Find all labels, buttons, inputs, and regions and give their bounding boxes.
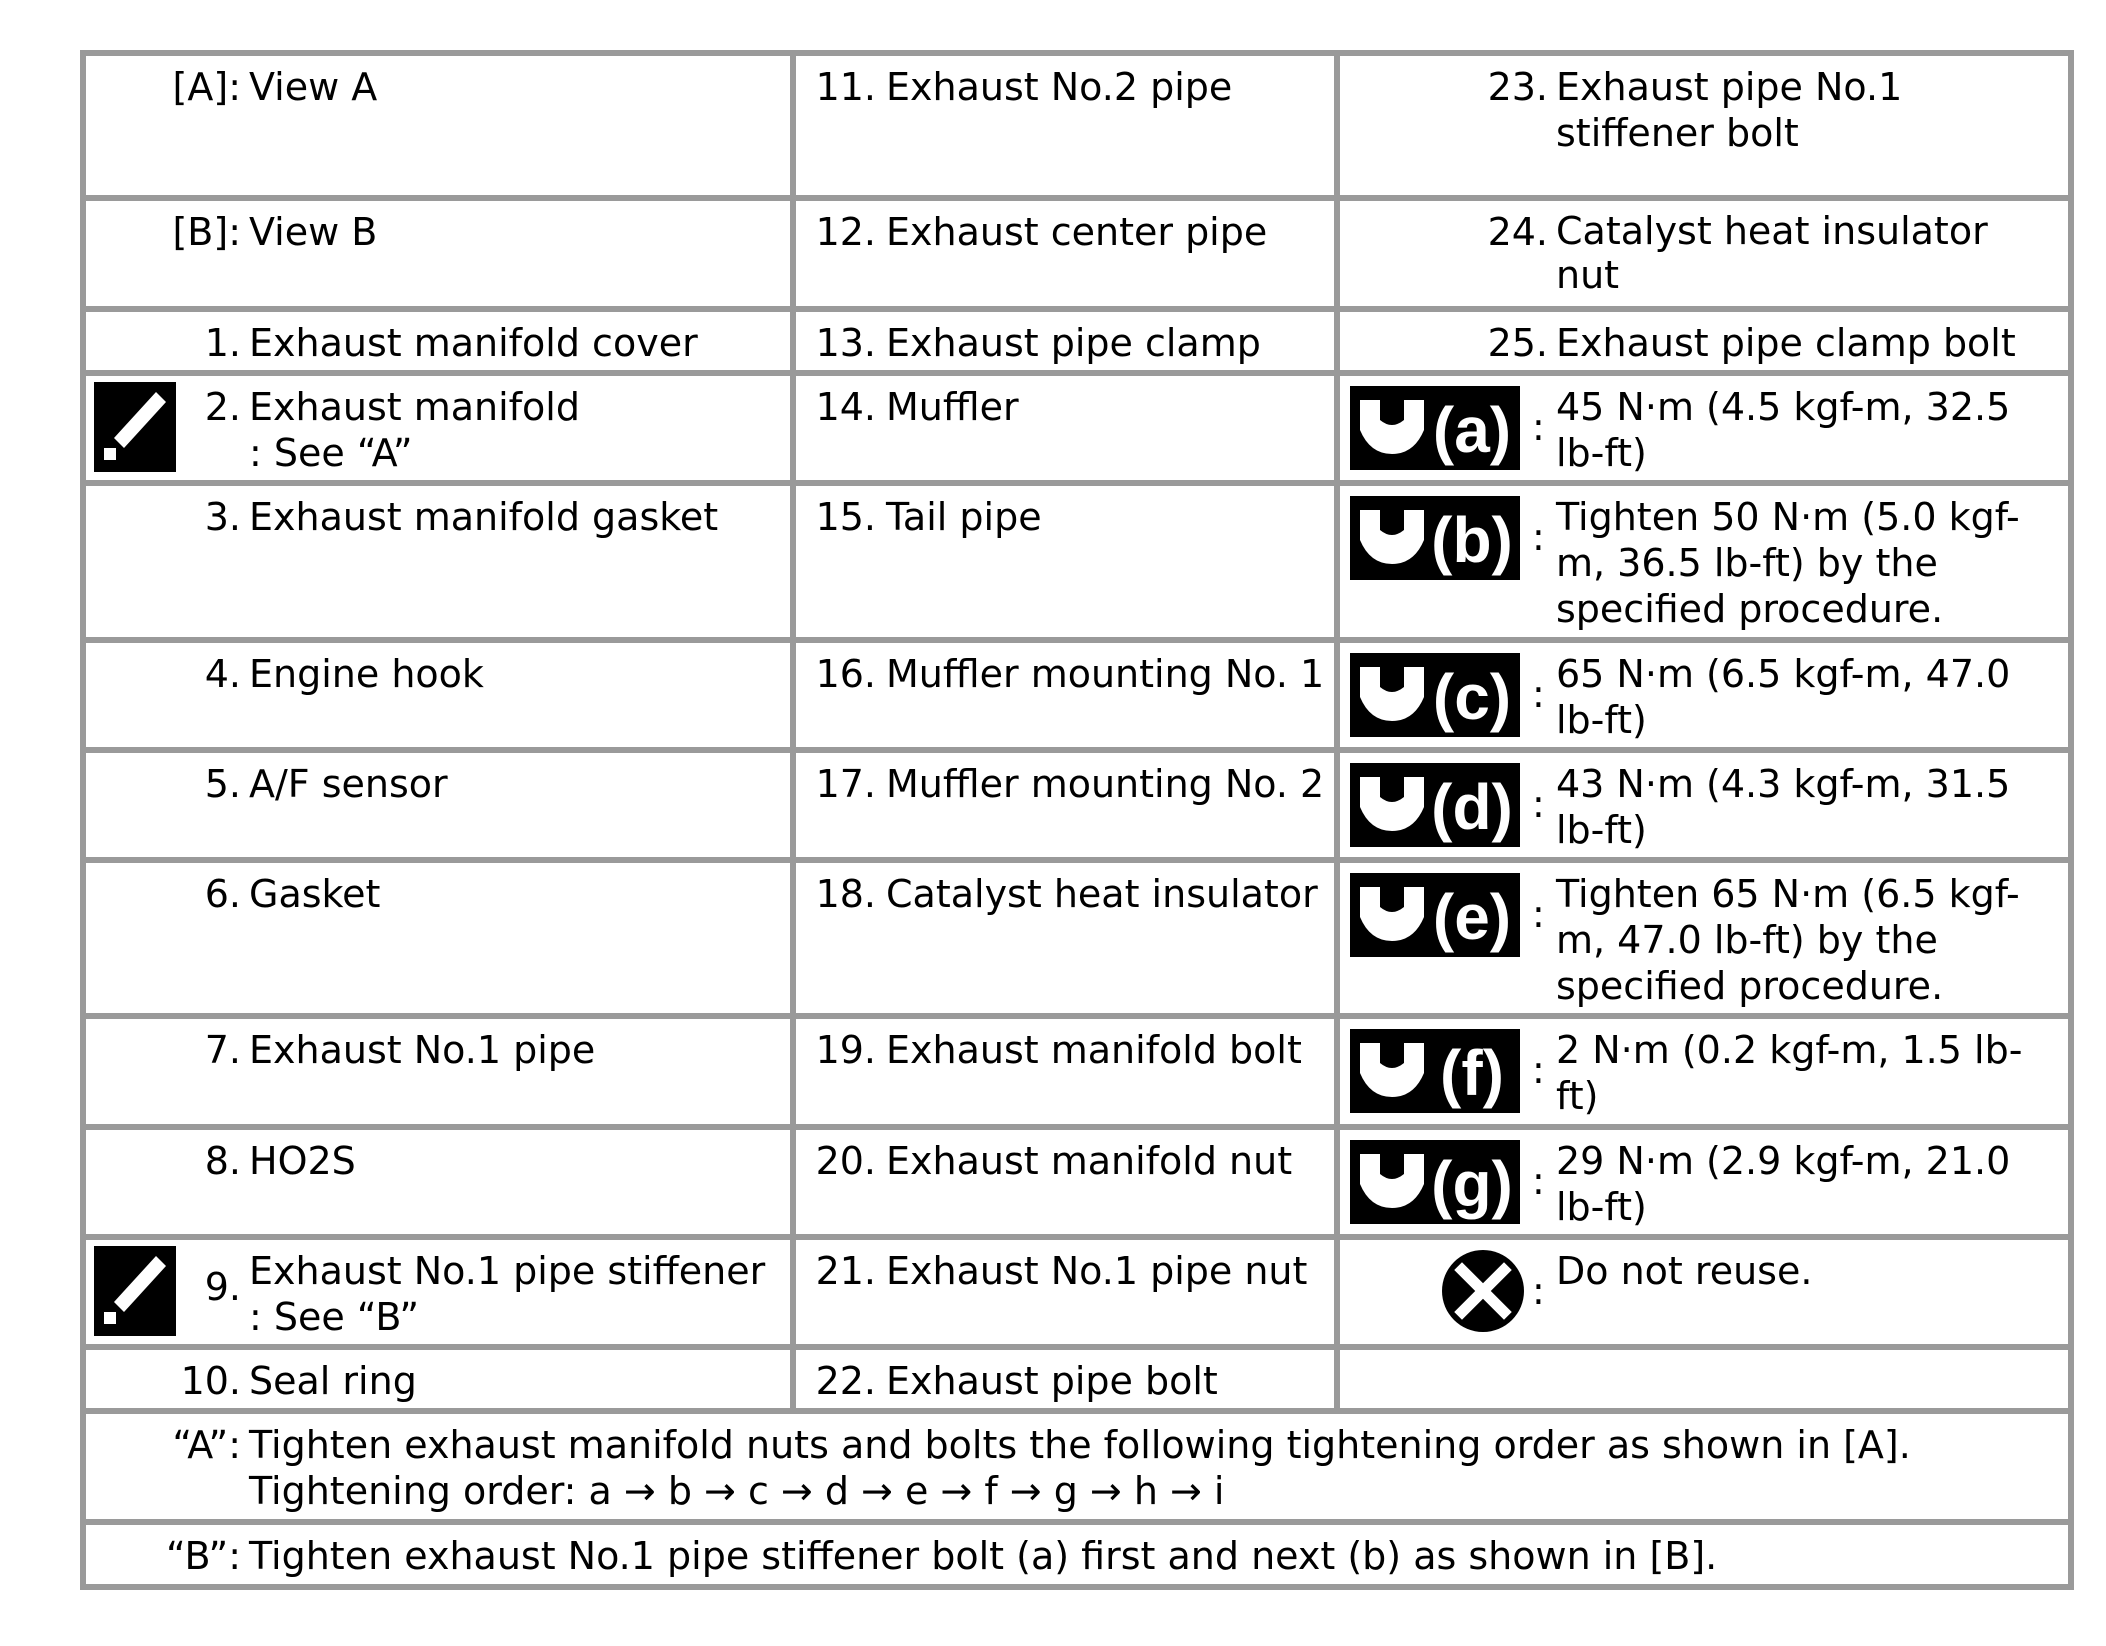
item-number: 12.	[815, 210, 876, 255]
colon: :	[1532, 892, 1545, 937]
item-label: A/F sensor	[249, 761, 448, 806]
empty-cell	[1340, 1350, 2068, 1408]
item-number: 11.	[815, 65, 876, 109]
do-not-reuse-icon	[1440, 1248, 1526, 1334]
legend-row	[83, 640, 2071, 750]
item-label: Exhaust No.1 pipe nut	[886, 1249, 1308, 1294]
item-label: Do not reuse.	[1556, 1249, 1813, 1294]
item-label: Exhaust No.2 pipe	[886, 65, 1233, 109]
item-number: 5.	[204, 761, 241, 806]
torque-wrench-icon	[1350, 763, 1520, 847]
torque-spec: 43 N·m (4.3 kgf-m, 31.5 lb-ft)	[1556, 761, 2011, 852]
torque-spec: 2 N·m (0.2 kgf-m, 1.5 lb-ft)	[1556, 1028, 2023, 1119]
item-number: 21.	[815, 1249, 876, 1294]
torque-letter: (b)	[1431, 504, 1513, 577]
item-label: Catalyst heat insulator	[886, 872, 1318, 917]
item-number: 20.	[815, 1138, 876, 1183]
item-number: 24.	[1487, 210, 1548, 255]
item-label: Exhaust manifold bolt	[886, 1028, 1302, 1073]
item-label: Engine hook	[249, 651, 484, 696]
torque-spec: 65 N·m (6.5 kgf-m, 47.0 lb-ft)	[1556, 651, 2011, 742]
item-number: 2.	[204, 384, 241, 429]
note-text: Tighten exhaust No.1 pipe stiffener bolt (a) first and next (b) as shown in [B].	[249, 1533, 1718, 1578]
item-number: 14.	[815, 384, 876, 429]
item-number: 19.	[815, 1028, 876, 1073]
torque-wrench-icon	[1350, 653, 1520, 737]
legend-row	[83, 1016, 2071, 1126]
torque-wrench-icon	[1350, 873, 1520, 957]
torque-letter: (c)	[1432, 660, 1512, 733]
legend-row	[83, 750, 2071, 860]
colon: :	[1532, 404, 1545, 449]
legend-row	[83, 53, 2071, 198]
item-number: 18.	[815, 872, 876, 917]
torque-spec: Tighten 65 N·m (6.5 kgf-m, 47.0 lb-ft) by the specified procedure.	[1556, 872, 2020, 1009]
legend-row	[83, 1237, 2071, 1347]
colon: :	[1532, 1048, 1545, 1093]
item-label: Exhaust No.1 pipe stiffener	[249, 1249, 766, 1294]
item-label: Exhaust manifold cover	[249, 320, 698, 365]
colon: :	[1532, 671, 1545, 716]
note-label: “B”:	[166, 1533, 241, 1578]
item-number: 1.	[204, 320, 241, 365]
legend-row	[83, 198, 2071, 308]
torque-spec: Tighten 50 N·m (5.0 kgf-m, 36.5 lb-ft) by the specified procedure.	[1556, 495, 2020, 632]
legend-row	[83, 1347, 2071, 1411]
torque-wrench-icon	[1350, 386, 1520, 470]
legend-row	[83, 373, 2071, 483]
colon: :	[1532, 515, 1545, 560]
item-number: 13.	[815, 320, 876, 365]
torque-wrench-icon	[1350, 1140, 1520, 1224]
item-sublabel: : See “A”	[249, 430, 413, 475]
item-number: [A]:	[172, 65, 241, 109]
item-label: Exhaust manifold gasket	[249, 495, 719, 540]
item-label: View B	[249, 210, 378, 255]
item-number: 25.	[1487, 320, 1548, 365]
note-row	[83, 1411, 2071, 1521]
item-number: 6.	[204, 872, 241, 917]
item-label: Gasket	[249, 872, 381, 917]
item-label: Exhaust pipe bolt	[886, 1359, 1218, 1404]
item-label: Catalyst heat insulator nut	[1556, 209, 1988, 298]
item-label: Exhaust pipe clamp	[886, 320, 1261, 365]
legend-row	[83, 1127, 2071, 1237]
colon: :	[1532, 1158, 1545, 1203]
note-row	[83, 1522, 2071, 1587]
item-label: Muffler	[886, 384, 1019, 429]
item-label: Exhaust pipe No.1 stiffener bolt	[1556, 65, 1903, 155]
torque-letter: (f)	[1440, 1037, 1504, 1110]
item-number: 17.	[815, 761, 876, 806]
item-number: 16.	[815, 651, 876, 696]
item-label: Exhaust manifold nut	[886, 1138, 1293, 1183]
item-number: [B]:	[172, 210, 241, 255]
legend-row	[83, 483, 2071, 639]
note-text: Tighten exhaust manifold nuts and bolts the following tightening order as shown in [A].	[249, 1423, 1911, 1468]
item-label: Seal ring	[249, 1359, 417, 1404]
parts-legend-table	[80, 50, 2074, 1590]
item-label: Muffler mounting No. 1	[886, 651, 1325, 696]
colon: :	[1532, 1269, 1545, 1314]
item-number: 8.	[204, 1138, 241, 1183]
torque-letter: (g)	[1431, 1147, 1513, 1220]
item-label: View A	[249, 65, 378, 109]
torque-spec: 29 N·m (2.9 kgf-m, 21.0 lb-ft)	[1556, 1138, 2011, 1229]
item-number: 22.	[815, 1359, 876, 1404]
torque-wrench-icon	[1350, 1029, 1520, 1113]
colon: :	[1532, 781, 1545, 826]
torque-letter: (e)	[1432, 881, 1512, 954]
item-label: Exhaust No.1 pipe	[249, 1028, 596, 1073]
item-number: 23.	[1487, 65, 1548, 109]
item-number: 9.	[204, 1265, 241, 1310]
item-label: Exhaust pipe clamp bolt	[1556, 320, 2016, 365]
item-number: 10.	[180, 1359, 241, 1404]
torque-wrench-icon	[1350, 496, 1520, 580]
item-label: HO2S	[249, 1138, 356, 1183]
torque-letter: (a)	[1432, 393, 1512, 466]
item-label: Exhaust manifold	[249, 384, 580, 429]
torque-letter: (d)	[1431, 770, 1513, 843]
legend-row	[83, 860, 2071, 1016]
item-label: Tail pipe	[886, 495, 1042, 540]
item-number: 15.	[815, 495, 876, 540]
item-sublabel: : See “B”	[249, 1295, 420, 1340]
legend-row	[83, 309, 2071, 373]
item-number: 4.	[204, 651, 241, 696]
note-label: “A”:	[172, 1423, 241, 1468]
item-number: 3.	[204, 495, 241, 540]
item-label: Muffler mounting No. 2	[886, 761, 1325, 806]
item-number: 7.	[204, 1028, 241, 1073]
torque-spec: 45 N·m (4.5 kgf-m, 32.5 lb-ft)	[1556, 384, 2011, 475]
item-label: Exhaust center pipe	[886, 210, 1268, 255]
note-text-line2: Tightening order: a → b → c → d → e → f → g → h → i	[249, 1469, 1225, 1514]
